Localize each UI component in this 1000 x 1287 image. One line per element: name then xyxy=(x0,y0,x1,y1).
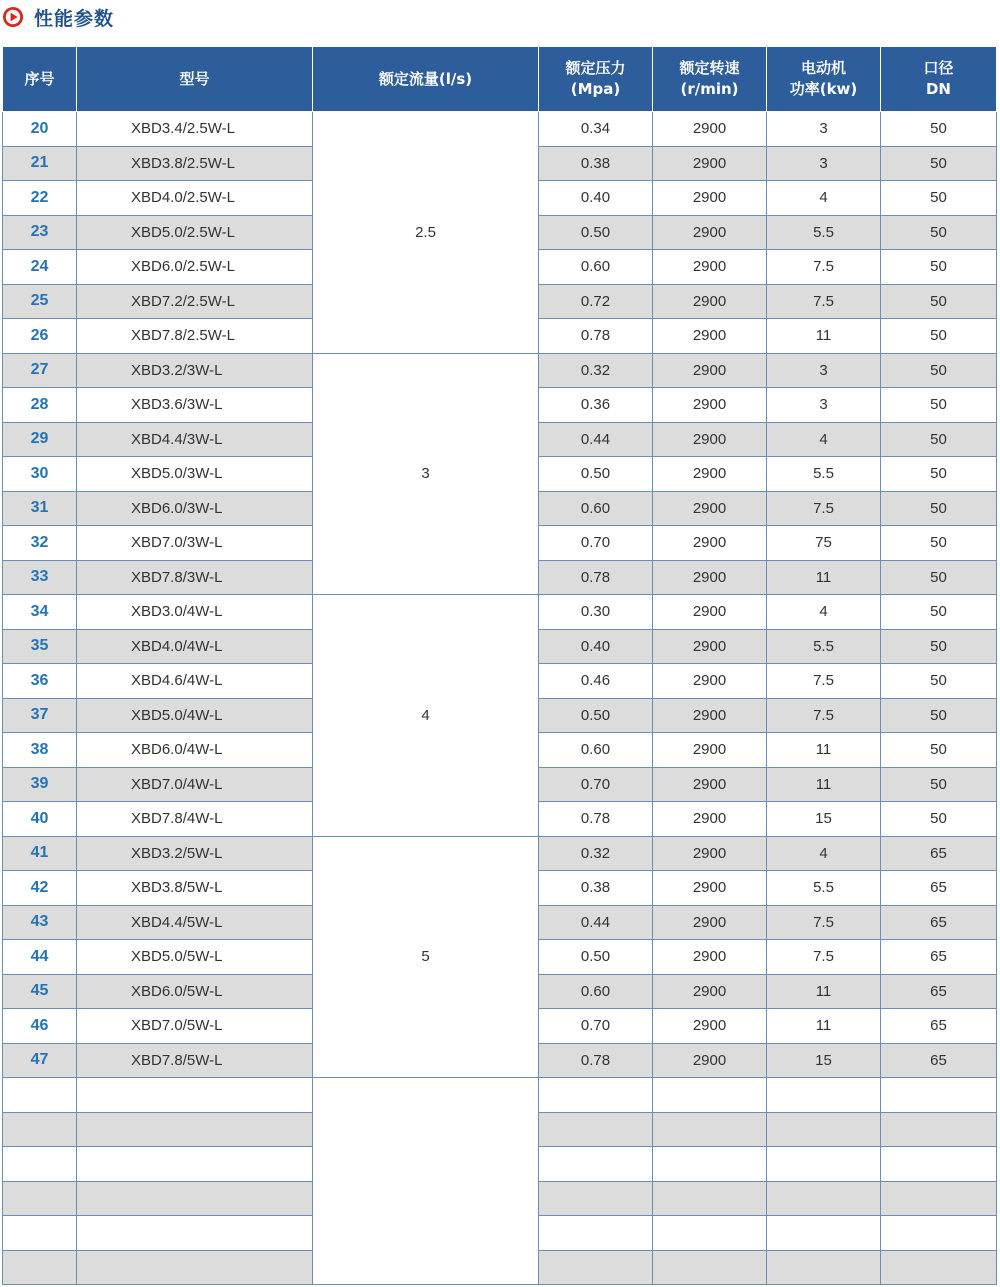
seq-cell: 30 xyxy=(3,457,77,492)
pressure-cell: 0.32 xyxy=(539,353,653,388)
model-cell: XBD6.0/2.5W-L xyxy=(77,250,313,285)
model-cell: XBD7.8/4W-L xyxy=(77,802,313,837)
speed-cell: 2900 xyxy=(653,146,767,181)
pressure-cell: 0.40 xyxy=(539,629,653,664)
power-cell: 3 xyxy=(767,353,881,388)
model-cell xyxy=(77,1112,313,1147)
seq-cell: 35 xyxy=(3,629,77,664)
flow-cell: 2.5 xyxy=(313,112,539,354)
pressure-cell: 0.78 xyxy=(539,560,653,595)
power-cell: 5.5 xyxy=(767,871,881,906)
header-flow: 额定流量(l/s) xyxy=(313,47,539,112)
power-cell: 7.5 xyxy=(767,905,881,940)
model-cell: XBD7.8/3W-L xyxy=(77,560,313,595)
dn-cell: 50 xyxy=(881,595,997,630)
model-cell: XBD3.6/3W-L xyxy=(77,388,313,423)
speed-cell: 2900 xyxy=(653,319,767,354)
table-row xyxy=(3,836,997,871)
flow-cell xyxy=(313,1078,539,1285)
seq-cell xyxy=(3,1112,77,1147)
pressure-cell xyxy=(539,1216,653,1251)
seq-cell: 21 xyxy=(3,146,77,181)
seq-cell: 33 xyxy=(3,560,77,595)
seq-cell: 46 xyxy=(3,1009,77,1044)
model-cell: XBD3.2/3W-L xyxy=(77,353,313,388)
power-cell xyxy=(767,1181,881,1216)
dn-cell: 65 xyxy=(881,1043,997,1078)
speed-cell: 2900 xyxy=(653,664,767,699)
speed-cell: 2900 xyxy=(653,802,767,837)
power-cell: 7.5 xyxy=(767,940,881,975)
speed-cell: 2900 xyxy=(653,388,767,423)
model-cell: XBD5.0/2.5W-L xyxy=(77,215,313,250)
dn-cell: 50 xyxy=(881,491,997,526)
model-cell: XBD7.0/5W-L xyxy=(77,1009,313,1044)
speed-cell: 2900 xyxy=(653,353,767,388)
power-cell xyxy=(767,1250,881,1285)
pressure-cell: 0.78 xyxy=(539,1043,653,1078)
dn-cell: 50 xyxy=(881,319,997,354)
flow-cell: 5 xyxy=(313,836,539,1078)
speed-cell: 2900 xyxy=(653,181,767,216)
power-cell: 15 xyxy=(767,802,881,837)
model-cell: XBD3.8/5W-L xyxy=(77,871,313,906)
dn-cell: 65 xyxy=(881,974,997,1009)
seq-cell: 31 xyxy=(3,491,77,526)
pressure-cell: 0.50 xyxy=(539,940,653,975)
speed-cell: 2900 xyxy=(653,595,767,630)
power-cell: 3 xyxy=(767,388,881,423)
model-cell: XBD7.0/3W-L xyxy=(77,526,313,561)
power-cell: 11 xyxy=(767,767,881,802)
dn-cell xyxy=(881,1112,997,1147)
dn-cell: 50 xyxy=(881,733,997,768)
model-cell xyxy=(77,1250,313,1285)
dn-cell: 50 xyxy=(881,802,997,837)
power-cell: 4 xyxy=(767,181,881,216)
power-cell xyxy=(767,1147,881,1182)
model-cell: XBD4.4/3W-L xyxy=(77,422,313,457)
seq-cell: 47 xyxy=(3,1043,77,1078)
speed-cell xyxy=(653,1250,767,1285)
pressure-cell: 0.72 xyxy=(539,284,653,319)
pressure-cell: 0.60 xyxy=(539,250,653,285)
dn-cell: 50 xyxy=(881,181,997,216)
pressure-cell: 0.70 xyxy=(539,767,653,802)
dn-cell: 50 xyxy=(881,698,997,733)
speed-cell: 2900 xyxy=(653,871,767,906)
dn-cell: 50 xyxy=(881,112,997,147)
pressure-cell: 0.60 xyxy=(539,733,653,768)
pressure-cell: 0.46 xyxy=(539,664,653,699)
model-cell: XBD4.0/2.5W-L xyxy=(77,181,313,216)
power-cell: 7.5 xyxy=(767,250,881,285)
speed-cell xyxy=(653,1181,767,1216)
power-cell: 4 xyxy=(767,595,881,630)
speed-cell: 2900 xyxy=(653,733,767,768)
model-cell: XBD6.0/3W-L xyxy=(77,491,313,526)
power-cell: 15 xyxy=(767,1043,881,1078)
header-pressure: 额定压力 (Mpa) xyxy=(539,47,653,112)
power-cell: 7.5 xyxy=(767,491,881,526)
pressure-cell: 0.44 xyxy=(539,905,653,940)
flow-cell: 4 xyxy=(313,595,539,837)
play-circle-icon xyxy=(2,6,24,28)
pressure-cell xyxy=(539,1181,653,1216)
power-cell: 5.5 xyxy=(767,629,881,664)
dn-cell: 50 xyxy=(881,457,997,492)
pressure-cell: 0.70 xyxy=(539,1009,653,1044)
seq-cell: 43 xyxy=(3,905,77,940)
dn-cell: 50 xyxy=(881,284,997,319)
table-row xyxy=(3,353,997,388)
speed-cell: 2900 xyxy=(653,905,767,940)
section-title-bar xyxy=(2,0,114,34)
speed-cell xyxy=(653,1216,767,1251)
dn-cell: 65 xyxy=(881,940,997,975)
model-cell: XBD3.4/2.5W-L xyxy=(77,112,313,147)
seq-cell: 29 xyxy=(3,422,77,457)
speed-cell: 2900 xyxy=(653,767,767,802)
dn-cell: 65 xyxy=(881,1009,997,1044)
model-cell: XBD6.0/4W-L xyxy=(77,733,313,768)
power-cell: 11 xyxy=(767,733,881,768)
seq-cell xyxy=(3,1078,77,1113)
speed-cell: 2900 xyxy=(653,457,767,492)
seq-cell: 20 xyxy=(3,112,77,147)
model-cell: XBD3.2/5W-L xyxy=(77,836,313,871)
power-cell: 5.5 xyxy=(767,457,881,492)
power-cell: 11 xyxy=(767,319,881,354)
dn-cell: 50 xyxy=(881,767,997,802)
pressure-cell: 0.70 xyxy=(539,526,653,561)
dn-cell: 50 xyxy=(881,250,997,285)
dn-cell: 50 xyxy=(881,215,997,250)
pressure-cell: 0.38 xyxy=(539,146,653,181)
header-model: 型号 xyxy=(77,47,313,112)
model-cell: XBD6.0/5W-L xyxy=(77,974,313,1009)
power-cell: 11 xyxy=(767,1009,881,1044)
dn-cell: 50 xyxy=(881,146,997,181)
performance-table xyxy=(2,46,997,1285)
model-cell: XBD5.0/4W-L xyxy=(77,698,313,733)
speed-cell: 2900 xyxy=(653,112,767,147)
dn-cell: 50 xyxy=(881,560,997,595)
pressure-cell: 0.32 xyxy=(539,836,653,871)
pressure-cell: 0.36 xyxy=(539,388,653,423)
speed-cell: 2900 xyxy=(653,284,767,319)
speed-cell: 2900 xyxy=(653,250,767,285)
model-cell xyxy=(77,1147,313,1182)
power-cell: 5.5 xyxy=(767,215,881,250)
section-title: 性能参数 xyxy=(34,7,115,30)
pressure-cell: 0.60 xyxy=(539,491,653,526)
dn-cell xyxy=(881,1147,997,1182)
seq-cell: 25 xyxy=(3,284,77,319)
model-cell: XBD3.8/2.5W-L xyxy=(77,146,313,181)
speed-cell: 2900 xyxy=(653,836,767,871)
dn-cell: 65 xyxy=(881,836,997,871)
power-cell: 3 xyxy=(767,146,881,181)
model-cell xyxy=(77,1181,313,1216)
dn-cell: 65 xyxy=(881,905,997,940)
table-row xyxy=(3,595,997,630)
model-cell: XBD3.0/4W-L xyxy=(77,595,313,630)
seq-cell: 26 xyxy=(3,319,77,354)
flow-cell: 3 xyxy=(313,353,539,595)
seq-cell xyxy=(3,1250,77,1285)
power-cell: 4 xyxy=(767,836,881,871)
table-header-row xyxy=(3,47,997,112)
model-cell: XBD7.0/4W-L xyxy=(77,767,313,802)
dn-cell xyxy=(881,1078,997,1113)
pressure-cell: 0.78 xyxy=(539,802,653,837)
header-seq: 序号 xyxy=(3,47,77,112)
power-cell: 11 xyxy=(767,560,881,595)
pressure-cell xyxy=(539,1250,653,1285)
model-cell: XBD5.0/3W-L xyxy=(77,457,313,492)
power-cell: 7.5 xyxy=(767,284,881,319)
power-cell xyxy=(767,1112,881,1147)
dn-cell: 50 xyxy=(881,526,997,561)
pressure-cell: 0.50 xyxy=(539,698,653,733)
model-cell: XBD4.0/4W-L xyxy=(77,629,313,664)
model-cell: XBD7.8/2.5W-L xyxy=(77,319,313,354)
speed-cell: 2900 xyxy=(653,698,767,733)
power-cell: 7.5 xyxy=(767,698,881,733)
speed-cell: 2900 xyxy=(653,422,767,457)
speed-cell: 2900 xyxy=(653,629,767,664)
pressure-cell xyxy=(539,1112,653,1147)
seq-cell: 27 xyxy=(3,353,77,388)
dn-cell: 50 xyxy=(881,422,997,457)
header-dn: 口径 DN xyxy=(881,47,997,112)
pressure-cell xyxy=(539,1147,653,1182)
pressure-cell: 0.34 xyxy=(539,112,653,147)
header-speed: 额定转速 (r/min) xyxy=(653,47,767,112)
pressure-cell xyxy=(539,1078,653,1113)
pressure-cell: 0.50 xyxy=(539,457,653,492)
seq-cell: 23 xyxy=(3,215,77,250)
dn-cell: 50 xyxy=(881,388,997,423)
power-cell: 11 xyxy=(767,974,881,1009)
power-cell: 4 xyxy=(767,422,881,457)
speed-cell: 2900 xyxy=(653,560,767,595)
speed-cell xyxy=(653,1112,767,1147)
speed-cell: 2900 xyxy=(653,491,767,526)
seq-cell: 36 xyxy=(3,664,77,699)
power-cell: 3 xyxy=(767,112,881,147)
pressure-cell: 0.50 xyxy=(539,215,653,250)
seq-cell: 39 xyxy=(3,767,77,802)
model-cell: XBD5.0/5W-L xyxy=(77,940,313,975)
speed-cell xyxy=(653,1078,767,1113)
seq-cell: 42 xyxy=(3,871,77,906)
dn-cell xyxy=(881,1250,997,1285)
seq-cell: 24 xyxy=(3,250,77,285)
table-row xyxy=(3,1078,997,1113)
seq-cell xyxy=(3,1181,77,1216)
seq-cell xyxy=(3,1147,77,1182)
speed-cell: 2900 xyxy=(653,1043,767,1078)
model-cell: XBD4.4/5W-L xyxy=(77,905,313,940)
speed-cell: 2900 xyxy=(653,1009,767,1044)
power-cell: 7.5 xyxy=(767,664,881,699)
speed-cell: 2900 xyxy=(653,215,767,250)
dn-cell: 50 xyxy=(881,664,997,699)
dn-cell: 50 xyxy=(881,353,997,388)
pressure-cell: 0.78 xyxy=(539,319,653,354)
seq-cell: 28 xyxy=(3,388,77,423)
table-row xyxy=(3,112,997,147)
model-cell xyxy=(77,1216,313,1251)
speed-cell: 2900 xyxy=(653,940,767,975)
seq-cell: 38 xyxy=(3,733,77,768)
power-cell: 75 xyxy=(767,526,881,561)
model-cell: XBD7.2/2.5W-L xyxy=(77,284,313,319)
seq-cell: 41 xyxy=(3,836,77,871)
seq-cell: 40 xyxy=(3,802,77,837)
speed-cell xyxy=(653,1147,767,1182)
model-cell: XBD7.8/5W-L xyxy=(77,1043,313,1078)
seq-cell: 44 xyxy=(3,940,77,975)
seq-cell: 37 xyxy=(3,698,77,733)
pressure-cell: 0.38 xyxy=(539,871,653,906)
dn-cell xyxy=(881,1216,997,1251)
seq-cell xyxy=(3,1216,77,1251)
dn-cell: 50 xyxy=(881,629,997,664)
dn-cell xyxy=(881,1181,997,1216)
pressure-cell: 0.30 xyxy=(539,595,653,630)
seq-cell: 34 xyxy=(3,595,77,630)
power-cell xyxy=(767,1216,881,1251)
pressure-cell: 0.40 xyxy=(539,181,653,216)
pressure-cell: 0.44 xyxy=(539,422,653,457)
model-cell: XBD4.6/4W-L xyxy=(77,664,313,699)
seq-cell: 45 xyxy=(3,974,77,1009)
speed-cell: 2900 xyxy=(653,526,767,561)
header-power: 电动机 功率(kw) xyxy=(767,47,881,112)
dn-cell: 65 xyxy=(881,871,997,906)
speed-cell: 2900 xyxy=(653,974,767,1009)
seq-cell: 22 xyxy=(3,181,77,216)
seq-cell: 32 xyxy=(3,526,77,561)
model-cell xyxy=(77,1078,313,1113)
power-cell xyxy=(767,1078,881,1113)
pressure-cell: 0.60 xyxy=(539,974,653,1009)
